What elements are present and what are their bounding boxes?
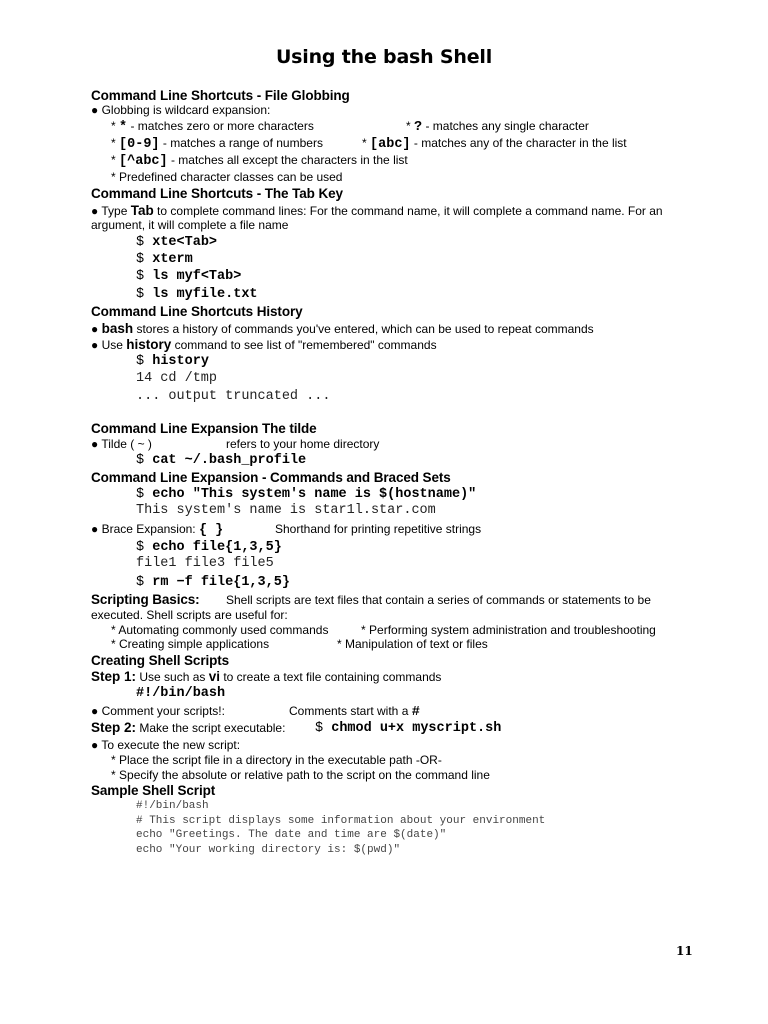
section-heading-creating-scripts: Creating Shell Scripts — [91, 653, 230, 668]
bullet-brace-expansion — [91, 522, 223, 538]
glob-symbol: [0-9] — [119, 137, 160, 152]
list-marker: * — [111, 753, 116, 767]
section-heading-scripting-basics: Scripting Basics: — [91, 592, 200, 607]
step-text: Use such as — [136, 670, 209, 684]
list-item-text: Performing system administration and troubleshooting — [369, 623, 656, 637]
page-title: Using the bash Shell — [275, 46, 493, 68]
list-item-negation — [111, 153, 408, 169]
bullet-tab-completion-line2: argument, it will complete a file name — [91, 218, 289, 232]
bullet-history-command — [91, 337, 437, 353]
bullet-text: stores a history of commands you've entered, which can be used to repeat commands — [133, 322, 594, 336]
list-item-simple-apps — [111, 637, 269, 652]
command-line — [136, 353, 209, 370]
list-marker: * — [111, 119, 116, 133]
command-output: 14 cd /tmp — [136, 371, 218, 386]
list-item-text: Manipulation of text or files — [345, 637, 488, 651]
keyword-tab: Tab — [130, 203, 154, 218]
bullet-tilde: ● Tilde ( ~ ) — [91, 437, 152, 451]
list-item-text-manipulation — [337, 637, 488, 652]
section-heading-tab-key: Command Line Shortcuts - The Tab Key — [91, 186, 343, 201]
list-item-star — [111, 119, 314, 135]
step-2 — [91, 720, 285, 736]
command-line — [136, 452, 306, 469]
list-marker: * — [111, 623, 116, 637]
bullet-text: command to see list of "remembered" commands — [171, 338, 437, 352]
list-marker: * — [111, 136, 116, 150]
command-text: echo file{1,3,5} — [152, 540, 282, 555]
list-item-list — [362, 136, 627, 152]
glob-description: Predefined character classes can be used — [119, 170, 343, 184]
shebang-line: #!/bin/bash — [136, 686, 226, 701]
bullet-execute-script: ● To execute the new script: — [91, 738, 241, 752]
command-line — [136, 251, 193, 268]
list-item-classes — [111, 170, 342, 185]
glob-description: - matches any of the character in the list — [410, 136, 627, 150]
list-marker: * — [361, 623, 366, 637]
scripting-basics-text: Shell scripts are text files that contain a series of commands or statements to be — [226, 593, 651, 607]
command-output: ... output truncated ... — [136, 389, 331, 404]
command-text: rm −f file{1,3,5} — [152, 575, 290, 590]
glob-symbol: [^abc] — [119, 154, 168, 169]
list-item-text: Place the script file in a directory in the executable path -OR- — [119, 753, 442, 767]
command-text: history — [152, 354, 209, 369]
command-line — [136, 268, 241, 285]
tilde-description: refers to your home directory — [226, 437, 380, 451]
bullet-text: ● Type — [91, 204, 131, 218]
list-item-text: Specify the absolute or relative path to the script on the command line — [119, 768, 490, 782]
section-heading-braced-sets: Command Line Expansion - Commands and Braced Sets — [91, 470, 451, 485]
shell-prompt: $ — [136, 287, 145, 302]
bullet-comment-scripts: ● Comment your scripts!: — [91, 704, 225, 718]
command-output: file1 file3 file5 — [136, 556, 274, 571]
list-marker: * — [337, 637, 342, 651]
script-line: echo "Your working directory is: $(pwd)" — [136, 844, 401, 856]
shell-prompt: $ — [136, 269, 145, 284]
command-output: This system's name is star1l.star.com — [136, 503, 436, 518]
command-line — [136, 486, 476, 503]
list-item-question — [406, 119, 589, 135]
command-text: ls myf<Tab> — [152, 269, 242, 284]
command-text: xterm — [152, 252, 193, 267]
bullet-text: to complete command lines: For the command name, it will complete a command name. For an — [153, 204, 663, 218]
section-heading-tilde: Command Line Expansion The tilde — [91, 421, 317, 436]
scripting-basics-paragraph — [91, 591, 200, 608]
section-heading-globbing: Command Line Shortcuts - File Globbing — [91, 88, 350, 103]
script-line: #!/bin/bash — [136, 800, 209, 812]
command-text: chmod u+x myscript.sh — [331, 721, 502, 736]
step-text: Make the script executable: — [136, 721, 286, 735]
command-line — [136, 286, 258, 303]
shell-prompt: $ — [136, 487, 145, 502]
list-marker: * — [111, 170, 116, 184]
shell-prompt: $ — [136, 354, 145, 369]
list-marker: * — [111, 153, 116, 167]
shell-prompt: $ — [315, 721, 324, 736]
hash-symbol: # — [411, 705, 420, 720]
command-text: echo "This system's name is $(hostname)" — [152, 487, 477, 502]
command-line — [315, 720, 501, 737]
scripting-basics-text-line2: executed. Shell scripts are useful for: — [91, 608, 288, 622]
step-2-label: Step 2: — [91, 720, 137, 735]
glob-description: - matches a range of numbers — [159, 136, 323, 150]
shell-prompt: $ — [136, 575, 145, 590]
comment-description — [289, 704, 420, 720]
shell-prompt: $ — [136, 540, 145, 555]
comment-text: Comments start with a — [289, 704, 412, 718]
section-heading-sample-script: Sample Shell Script — [91, 783, 216, 798]
bullet-globbing-definition: ● Globbing is wildcard expansion: — [91, 103, 271, 117]
command-text: ls myfile.txt — [152, 287, 258, 302]
list-item-executable-path — [111, 753, 442, 768]
glob-description: - matches zero or more characters — [127, 119, 314, 133]
list-item-absolute-path — [111, 768, 490, 783]
step-1-label: Step 1: — [91, 669, 137, 684]
brace-description: Shorthand for printing repetitive strings — [275, 522, 482, 536]
glob-symbol: * — [119, 120, 128, 135]
list-marker: * — [362, 136, 367, 150]
list-marker: * — [406, 119, 411, 133]
keyword-history: history — [126, 337, 172, 352]
list-item-automating — [111, 623, 328, 638]
command-line — [136, 539, 282, 556]
page-number: 11 — [676, 944, 693, 958]
command-line — [136, 574, 290, 591]
list-marker: * — [111, 637, 116, 651]
keyword-vi: vi — [208, 669, 220, 684]
list-item-range — [111, 136, 323, 152]
bullet-text: ● Use — [91, 338, 127, 352]
bullet-text: ● — [91, 322, 102, 336]
script-line: # This script displays some information about your environment — [136, 815, 546, 827]
script-line: echo "Greetings. The date and time are $(date)" — [136, 829, 447, 841]
brace-symbol: { } — [198, 523, 224, 538]
shell-prompt: $ — [136, 453, 145, 468]
step-1 — [91, 669, 441, 685]
list-item-text: Creating simple applications — [119, 637, 270, 651]
glob-description: - matches all except the characters in the list — [167, 153, 408, 167]
shell-prompt: $ — [136, 235, 145, 250]
glob-description: - matches any single character — [422, 119, 589, 133]
command-text: xte<Tab> — [152, 235, 218, 250]
step-text: to create a text file containing commands — [219, 670, 442, 684]
shell-prompt: $ — [136, 252, 145, 267]
list-marker: * — [111, 768, 116, 782]
list-item-sysadmin — [361, 623, 656, 638]
bullet-tab-completion — [91, 203, 663, 219]
command-line — [136, 234, 217, 251]
command-text: cat ~/.bash_profile — [152, 453, 307, 468]
keyword-bash: bash — [101, 321, 134, 336]
bullet-bash-history — [91, 321, 594, 337]
list-item-text: Automating commonly used commands — [118, 623, 329, 637]
section-heading-history: Command Line Shortcuts History — [91, 304, 303, 319]
bullet-text: ● Brace Expansion: — [91, 522, 199, 536]
glob-symbol: [abc] — [370, 137, 411, 152]
glob-symbol: ? — [414, 120, 423, 135]
